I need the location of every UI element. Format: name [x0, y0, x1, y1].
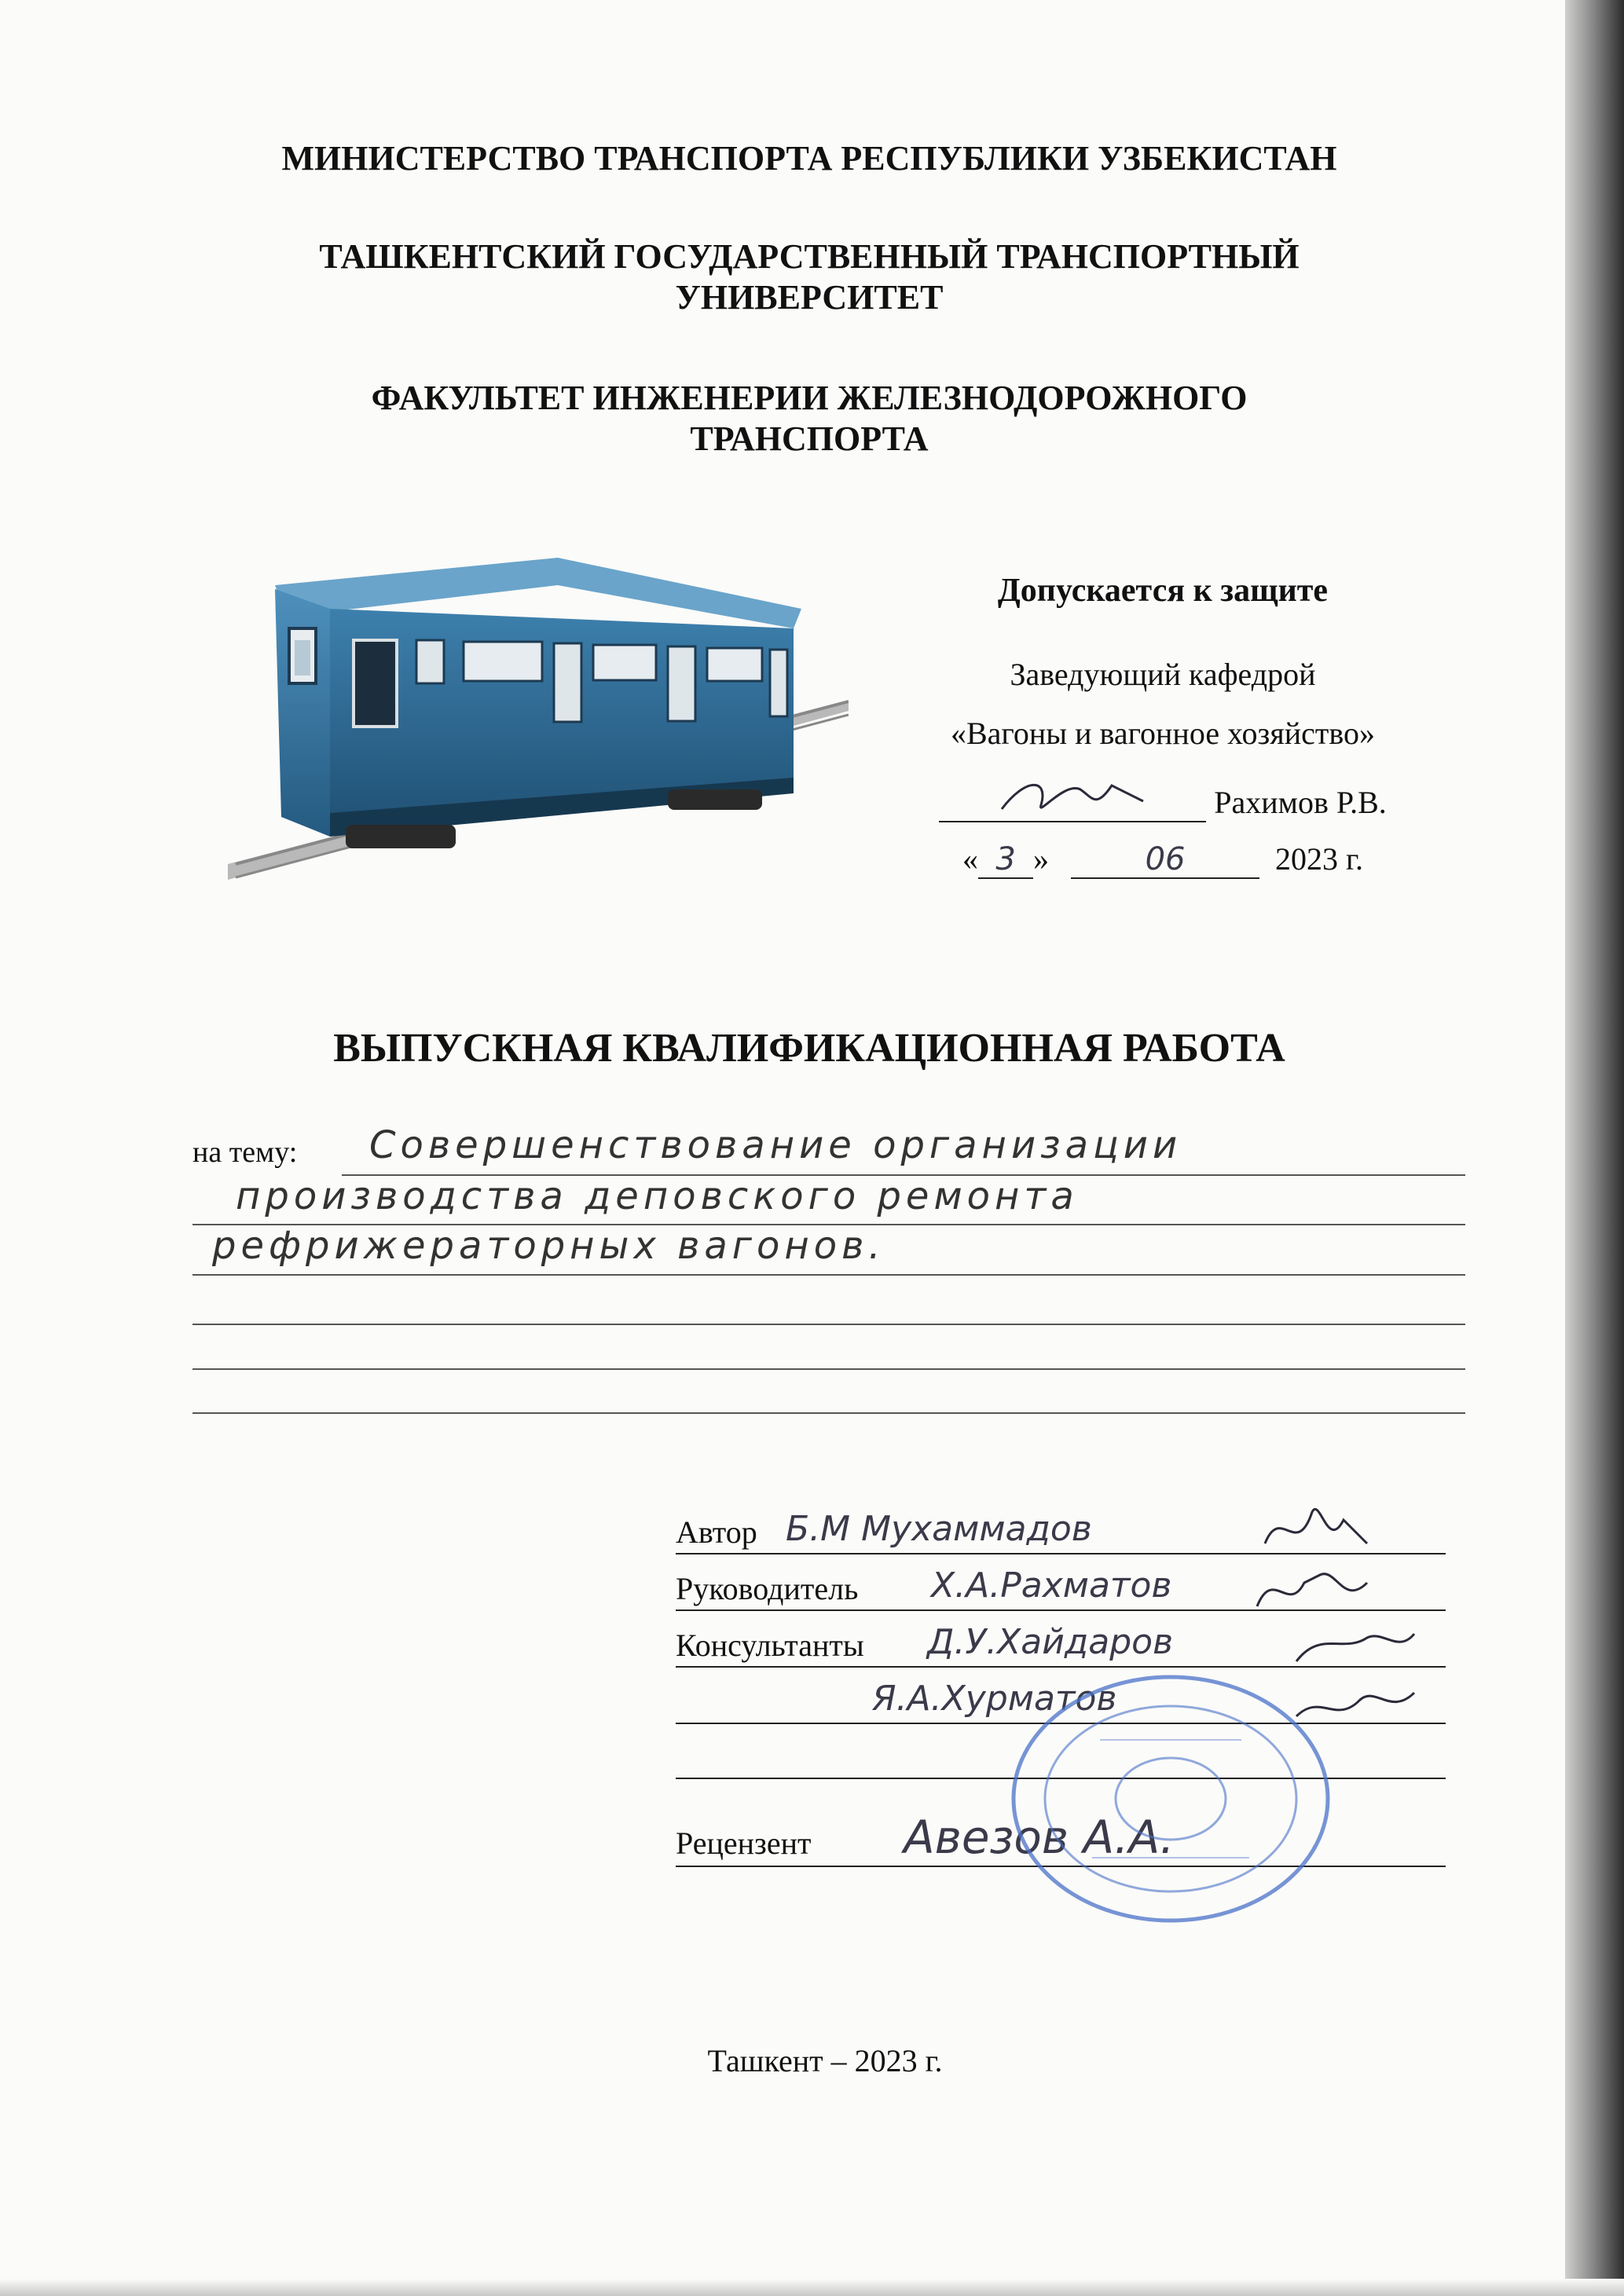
- supervisor-label: Руководитель: [676, 1571, 859, 1606]
- approval-department: «Вагоны и вагонное хозяйство»: [950, 716, 1376, 751]
- city-year: Ташкент – 2023 г.: [707, 2043, 943, 2078]
- consultant2-name: Я.А.Хурматов: [872, 1679, 1117, 1719]
- document-title: ВЫПУСКНАЯ КВАЛИФИКАЦИОННАЯ РАБОТА: [333, 1026, 1285, 1071]
- approval-date-line: [880, 840, 1446, 879]
- faculty-heading-line1: ФАКУЛЬТЕТ ИНЖЕНЕРИИ ЖЕЛЕЗНОДОРОЖНОГО: [371, 379, 1248, 417]
- train-front: [275, 589, 330, 837]
- topic-text-line1: Совершенствование организации: [369, 1123, 1182, 1167]
- page-binding-shadow: [1565, 0, 1624, 2296]
- date-quote-open: «: [962, 841, 979, 877]
- topic-rule-6: [192, 1412, 1465, 1414]
- signatures-block: [676, 1496, 1446, 1889]
- approval-title: Допускается к защите: [997, 573, 1329, 609]
- topic-rule-3: [192, 1274, 1465, 1276]
- reviewer-label: Рецензент: [676, 1825, 812, 1861]
- approval-position: Заведующий кафедрой: [1010, 657, 1316, 692]
- approval-name-line: [880, 774, 1446, 822]
- approval-head-name: Рахимов Р.В.: [1214, 785, 1387, 820]
- consultants-label: Консультанты: [676, 1628, 864, 1663]
- consultant1-name: Д.У.Хайдаров: [927, 1622, 1174, 1662]
- university-stamp: [1006, 1669, 1336, 1928]
- topic-label: на тему:: [192, 1136, 298, 1169]
- topic-text-line3: рефрижераторных вагонов.: [212, 1224, 885, 1268]
- train-bogie-rear: [668, 789, 762, 810]
- train-bogie-front: [346, 825, 456, 848]
- author-label: Автор: [676, 1514, 757, 1550]
- page-bottom-edge: [0, 2279, 1624, 2296]
- topic-text-line2: производства деповского ремонта: [236, 1174, 1079, 1218]
- ministry-heading: МИНИСТЕРСТВО ТРАНСПОРТА РЕСПУБЛИКИ УЗБЕКИСТАН: [281, 139, 1337, 178]
- faculty-heading-line2: ТРАНСПОРТА: [690, 419, 929, 458]
- date-quote-close: »: [1033, 841, 1050, 877]
- metro-train-image: [228, 554, 849, 884]
- author-name: Б.М Мухаммадов: [786, 1509, 1092, 1549]
- university-heading-line1: ТАШКЕНТСКИЙ ГОСУДАРСТВЕННЫЙ ТРАНСПОРТНЫЙ: [319, 237, 1300, 276]
- topic-rule-5: [192, 1368, 1465, 1370]
- reviewer-name: Авезов А.А.: [904, 1811, 1175, 1864]
- approval-month: 06: [1071, 841, 1259, 879]
- head-of-department-signature: [994, 774, 1151, 821]
- approval-signature-blank: [939, 774, 1206, 822]
- university-heading-line2: УНИВЕРСИТЕТ: [675, 278, 944, 317]
- approval-day: 3: [978, 841, 1033, 879]
- supervisor-name: Х.А.Рахматов: [931, 1565, 1172, 1606]
- topic-rule-4: [192, 1324, 1465, 1325]
- approval-year: 2023 г.: [1275, 841, 1363, 877]
- train-door: [354, 640, 397, 727]
